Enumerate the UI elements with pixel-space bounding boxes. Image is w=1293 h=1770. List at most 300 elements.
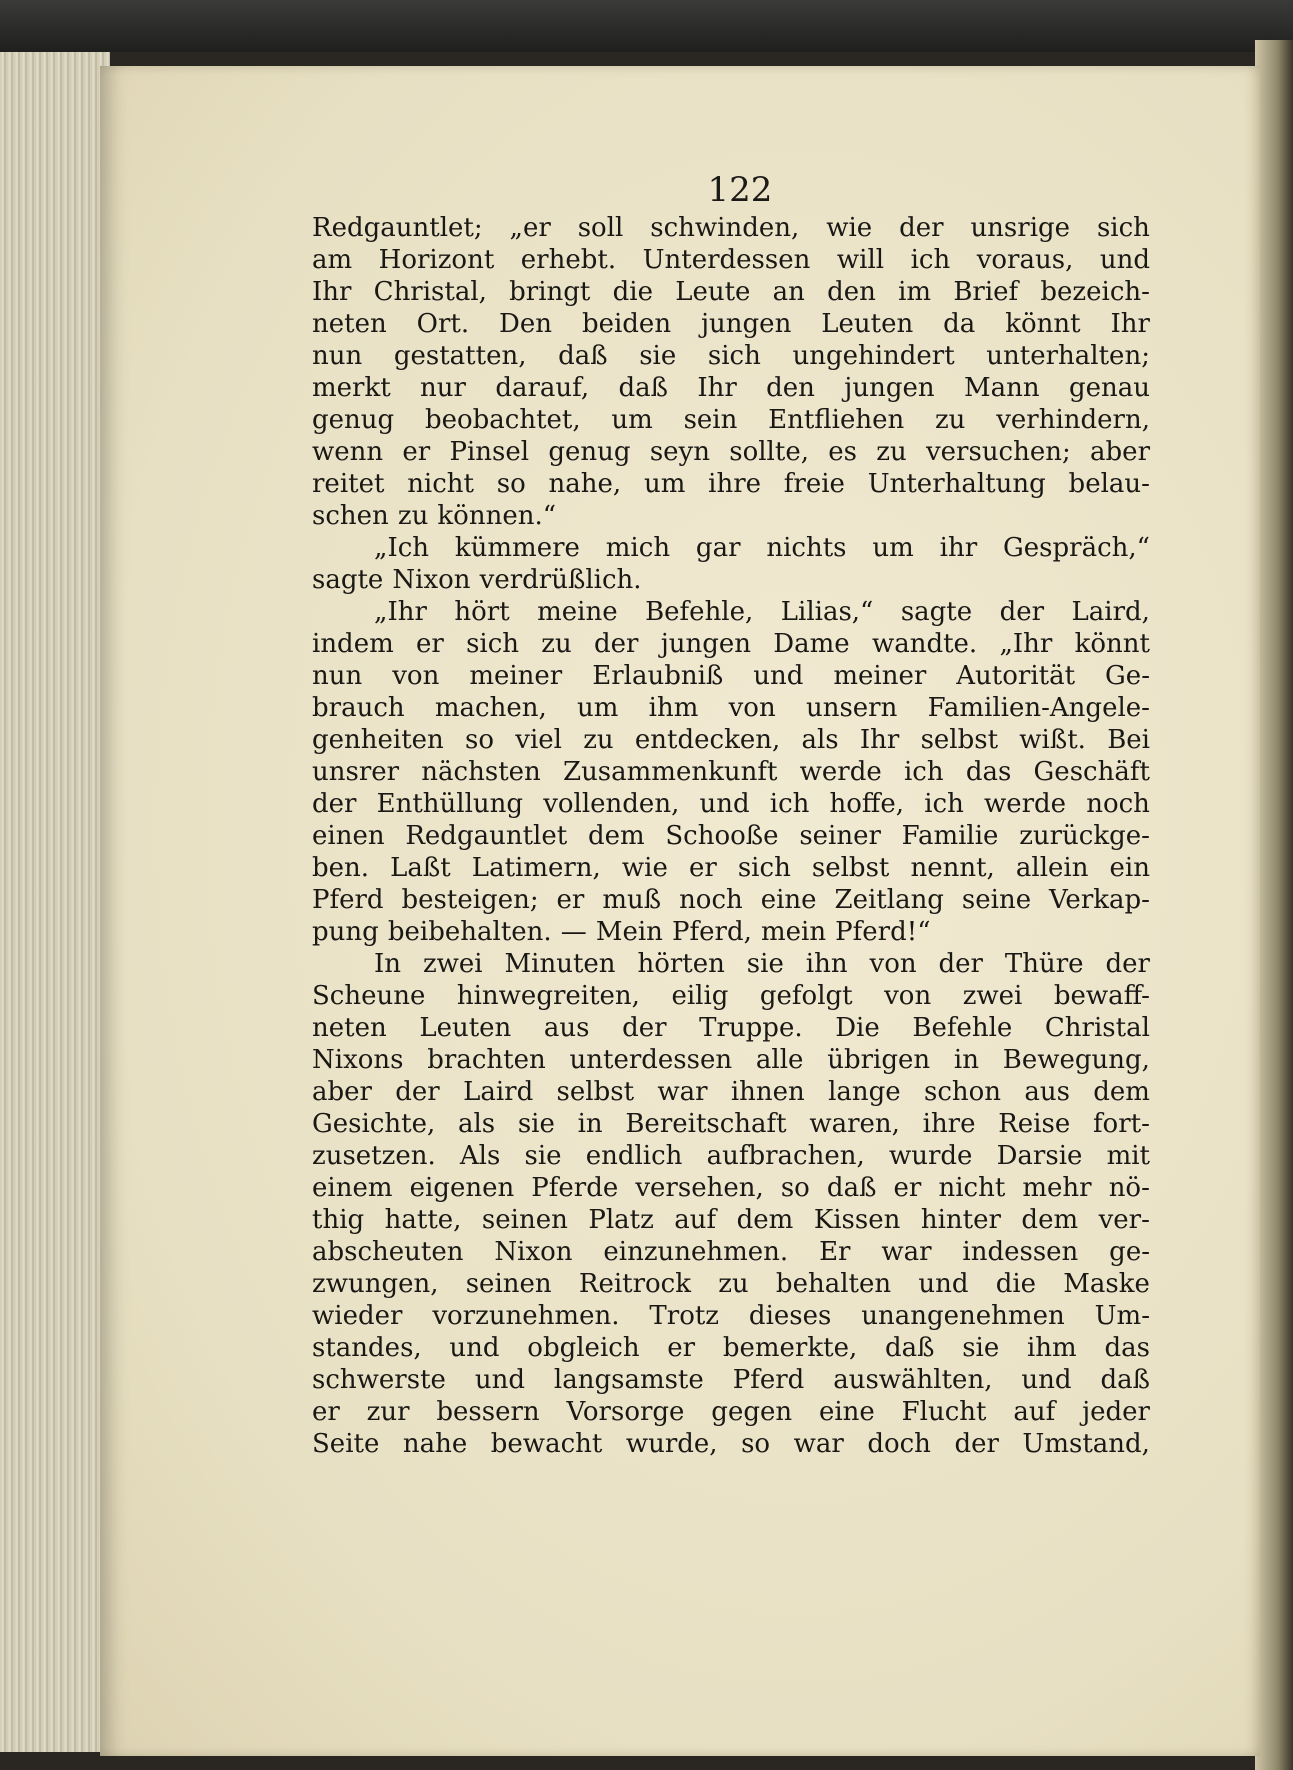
word: wieder [312,1301,403,1331]
word: Seite [312,1429,380,1459]
word: so [496,469,526,499]
word: Kissen [813,1205,901,1235]
text-line [312,1012,1150,1044]
word: Autorität [956,661,1076,691]
word: der [1105,949,1150,979]
word: war [657,1077,708,1107]
word: brauch [312,693,405,723]
word: hörten [637,949,725,979]
word: nahe [402,1429,468,1459]
text-line [312,340,1150,372]
word: Platz [588,1205,654,1235]
word: in [577,1109,603,1139]
word: den [766,373,815,403]
word: Schooße [665,821,779,851]
word: Verkap- [1049,885,1150,915]
word: um [872,533,914,563]
word: zwei [962,981,1023,1011]
word: von [884,981,932,1011]
word: nun [312,661,363,691]
word: In [374,949,402,979]
word: Familie [901,821,999,851]
word: beobachtet, [424,405,581,435]
word: auf [674,1205,717,1235]
word: selbst [920,725,999,755]
word: Darsie [996,1141,1083,1171]
word: sagte [312,565,384,595]
text-line [312,244,1150,276]
word: schwinden, [650,213,800,243]
word: sich [466,629,520,659]
word: bezeich- [1040,277,1150,307]
word: könnt [1074,629,1150,659]
word: Gespräch,“ [1003,533,1150,563]
text-line [312,948,1150,980]
word: mehr [1022,1173,1092,1203]
word: wie [826,213,873,243]
word: meiner [833,661,927,691]
text-line [312,372,1150,404]
word: Pferd!“ [835,917,931,947]
text-line [312,276,1150,308]
word: da [943,309,976,339]
word: Latimern, [471,853,601,883]
word: daß [618,373,668,403]
word: Ihr [312,277,352,307]
word: unterdessen [569,1045,733,1075]
word: im [898,277,932,307]
word: ihre [922,1109,976,1139]
word: nicht [407,469,475,499]
word: mich [605,533,671,563]
text-line [312,820,1150,852]
word: unsrer [312,757,400,787]
word: das [965,757,1012,787]
page-text [312,212,1150,1460]
word: das [1104,1333,1150,1363]
word: Pferd [732,1365,805,1395]
word: Geschäft [1033,757,1150,787]
word: Lilias,“ [780,597,874,627]
word: abscheuten [312,1237,464,1267]
text-line [312,1236,1150,1268]
word: Flucht [901,1397,987,1427]
word: Ihr [859,725,900,755]
word: noch [1086,789,1150,819]
word: voraus, [976,245,1074,275]
word: Entfliehen [768,405,905,435]
word: hoffe, [829,789,905,819]
word: zurückge- [1019,821,1150,851]
word: der [899,213,944,243]
word: lange [828,1077,901,1107]
word: aus [543,1013,590,1043]
word: dem [1021,1205,1079,1235]
text-line [312,436,1150,468]
stacked-page-edges [0,52,110,1752]
word: Trotz [649,1301,719,1331]
word: Um- [1094,1301,1150,1331]
word: wißt. [1019,725,1086,755]
word: Ihr [1110,309,1150,339]
word: als [801,725,839,755]
word: Laßt [390,853,451,883]
word: der [594,629,639,659]
word: von [392,661,440,691]
word: Er [819,1237,851,1267]
word: nächsten [421,757,541,787]
word: verhindern, [996,405,1150,435]
word: ich [769,789,810,819]
word: unterhalten; [986,341,1150,371]
word: dem [736,1205,794,1235]
word: und [474,1365,525,1395]
word: Maske [1063,1269,1150,1299]
word: dem [1093,1077,1150,1107]
word: besteigen; [401,885,539,915]
word: selbst [556,1077,635,1107]
word: einen [312,821,385,851]
word: und [918,1269,969,1299]
word: aber [1090,437,1150,467]
word: ich [924,789,964,819]
word: vorzunehmen. [432,1301,620,1331]
text-line [312,1172,1150,1204]
word: bessern [436,1397,540,1427]
word: seiner [799,821,881,851]
word: zu [876,437,907,467]
text-line [312,852,1150,884]
word: und [449,1333,500,1363]
word: beiden [581,309,672,339]
text-line [312,1108,1150,1140]
word: darauf, [495,373,590,403]
word: und [1021,1365,1072,1395]
word: bemerkte, [722,1333,858,1363]
word: daß [1100,1365,1150,1395]
word: Unterdessen [642,245,811,275]
word: allein [1015,853,1089,883]
word: Reise [998,1109,1071,1139]
word: jeder [1082,1397,1150,1427]
word: eilig [671,981,729,1011]
word: jungen [660,629,752,659]
word: Nixon [494,1237,573,1267]
text-line [312,756,1150,788]
word: ihr [939,533,978,563]
word: schen [312,501,389,531]
word: auf [1013,1397,1056,1427]
word: Leute [675,277,751,307]
word: und [753,661,804,691]
word: er [688,853,717,883]
word: ver- [1098,1205,1150,1235]
page-number: 122 [707,170,773,210]
book-cover-top [0,0,1293,52]
word: Zeitlang [834,885,944,915]
word: meine [537,597,618,627]
word: „Ihr [999,629,1053,659]
word: sich [737,853,791,883]
word: Laird [463,1077,534,1107]
word: belau- [1068,469,1150,499]
word: Redgauntlet; [312,213,483,243]
text-line [312,660,1150,692]
word: doch [867,1429,931,1459]
word: neten [312,1013,387,1043]
word: daß [826,1173,877,1203]
word: indessen [962,1237,1079,1267]
word: die [995,1269,1037,1299]
word: versuchen; [925,437,1071,467]
word: so [780,1173,810,1203]
word: dieses [748,1301,832,1331]
word: nun [312,341,363,371]
word: nicht [938,1173,1006,1203]
word: Redgauntlet [405,821,568,851]
word: erhebt. [520,245,617,275]
word: seinen [465,1269,552,1299]
word: ge- [1109,1237,1150,1267]
word: Erlaubniß [592,661,724,691]
word: nur [420,373,466,403]
word: auswählten, [833,1365,993,1395]
word: von [869,949,917,979]
text-line [312,1396,1150,1428]
word: Thüre [1004,949,1084,979]
word: um [643,469,686,499]
word: viel [515,725,562,755]
word: und [699,789,750,819]
word: daß [558,341,608,371]
word: Pferd, [672,917,752,947]
word: Truppe. [699,1013,803,1043]
word: fort- [1092,1109,1150,1139]
word: und [1099,245,1150,275]
word: jungen [700,309,792,339]
word: aber [312,1077,372,1107]
word: Pinsel [449,437,530,467]
text-line [312,468,1150,500]
word: gestatten, [393,341,527,371]
word: gar [695,533,741,563]
word: hinwegreiten, [456,981,640,1011]
text-line [312,564,1150,596]
word: Christal [1044,1013,1150,1043]
text-line [312,532,1150,564]
word: Pferde [531,1173,619,1203]
word: daß [884,1333,935,1363]
word: die [612,277,653,307]
word: Mann [963,373,1040,403]
text-line [312,692,1150,724]
word: sie [524,1141,562,1171]
word: Ort. [416,309,470,339]
word: hatte, [384,1205,462,1235]
word: sie [746,949,784,979]
word: der [938,949,983,979]
word: genheiten [312,725,444,755]
word: merkt [312,373,391,403]
word: Die [835,1013,880,1043]
word: aus [1024,1077,1070,1107]
word: genug [548,437,631,467]
word: neten [312,309,387,339]
word: Bei [1107,725,1150,755]
word: können.“ [437,501,557,531]
text-line [312,1364,1150,1396]
word: Ge- [1105,661,1150,691]
text-line [312,788,1150,820]
word: als [457,1109,496,1139]
word: Ihr [697,373,737,403]
word: wurde, [625,1429,718,1459]
word: unsern [805,693,898,723]
word: bewacht [490,1429,603,1459]
word: entdecken, [634,725,781,755]
word: einzunehmen. [603,1237,789,1267]
word: gegen [711,1397,793,1427]
text-line [312,724,1150,756]
word: wandte. [871,629,978,659]
word: zusetzen. [312,1141,436,1171]
word: unangenehmen [861,1301,1065,1331]
text-line [312,1332,1150,1364]
word: bewaff- [1053,981,1150,1011]
word: standes, [312,1333,422,1363]
word: Als [459,1141,501,1171]
word: Bewegung, [1002,1045,1150,1075]
word: zu [397,501,429,531]
word: eine [818,1397,875,1427]
word: machen, [434,693,547,723]
word: Umstand, [1022,1429,1150,1459]
word: nö- [1108,1173,1150,1203]
word: Minuten [504,949,616,979]
word: Zusammenkunft [563,757,778,787]
word: seyn [649,437,710,467]
word: mit [1106,1141,1150,1171]
word: „Ich [374,533,430,563]
word: könnt [1005,309,1081,339]
text-line [312,1268,1150,1300]
word: kümmere [454,533,580,563]
word: mein [760,917,827,947]
word: — [560,917,587,947]
word: den [827,277,876,307]
word: freie [783,469,845,499]
word: unsrige [970,213,1071,243]
word: thig [312,1205,365,1235]
word: Den [499,309,553,339]
word: Leuten [821,309,914,339]
word: schwerste [312,1365,446,1395]
word: zu [583,725,614,755]
word: Laird, [1071,597,1150,627]
text-line [312,1428,1150,1460]
word: Reitrock [578,1269,691,1299]
word: werde [799,757,882,787]
word: Enthüllung [376,789,524,819]
word: sein [683,405,738,435]
word: Vorsorge [566,1397,685,1427]
word: ihre [708,469,762,499]
word: ich [903,757,944,787]
word: wurde [888,1141,973,1171]
text-line [312,212,1150,244]
word: ungehindert [792,341,955,371]
word: werde [983,789,1067,819]
word: übrigen [827,1045,931,1075]
word: eigenen [409,1173,515,1203]
word: Nixons [312,1045,404,1075]
word: beibehalten. [387,917,552,947]
text-line [312,1300,1150,1332]
text-line [312,500,1150,532]
word: Befehle [912,1013,1013,1043]
word: Scheune [312,981,426,1011]
text-line [312,916,1150,948]
text-line [312,628,1150,660]
word: Leuten [419,1013,512,1043]
text-line [312,308,1150,340]
word: ich [910,245,951,275]
word: der [954,1429,999,1459]
word: ihn [805,949,848,979]
word: Bereitschaft [625,1109,787,1139]
word: eine [760,885,817,915]
word: nennt, [910,853,995,883]
word: einem [312,1173,393,1203]
word: hinter [920,1205,1001,1235]
word: am [312,245,353,275]
word: der [999,597,1045,627]
word: Dame [773,629,850,659]
word: Befehle, [645,597,754,627]
word: er [556,885,585,915]
word: um [576,693,619,723]
word: verdrüßlich. [479,565,642,595]
word: sich [1096,213,1150,243]
word: Unterhaltung [867,469,1046,499]
word: wie [621,853,668,883]
word: dem [587,821,645,851]
word: ihm [1026,1333,1077,1363]
word: wenn [312,437,384,467]
word: war [793,1429,844,1459]
word: zu [718,1269,749,1299]
word: ein [1109,853,1150,883]
book-spine [1255,40,1293,1770]
word: der [312,789,357,819]
word: er [416,629,444,659]
word: zwungen, [312,1269,439,1299]
word: ben. [312,853,370,883]
word: bringt [509,277,591,307]
word: er [667,1333,696,1363]
text-line [312,980,1150,1012]
word: ihnen [730,1077,805,1107]
word: sich [707,341,761,371]
word: behalten [775,1269,892,1299]
word: Pferd [312,885,384,915]
word: zur [366,1397,410,1427]
word: sagte [900,597,973,627]
word: langsamste [553,1365,704,1395]
word: um [611,405,653,435]
word: sie [962,1333,1000,1363]
word: es [828,437,857,467]
